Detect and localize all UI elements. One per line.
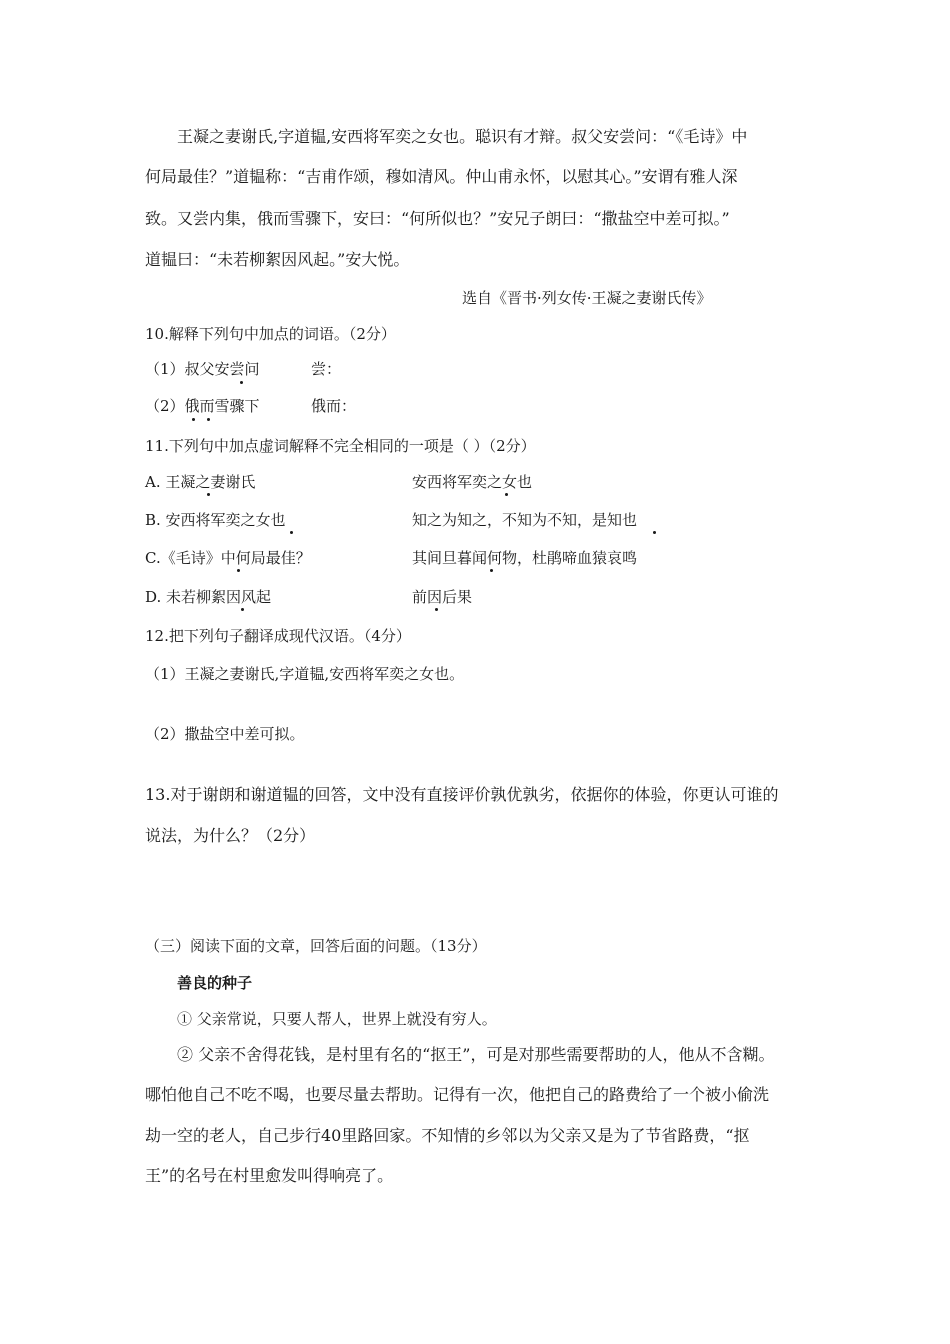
q13-line-2: 说法，为什么？（2分） <box>145 826 316 845</box>
article-title: 善良的种子 <box>177 974 253 992</box>
emphasis-dot <box>207 418 210 421</box>
q11-option-c-right: 其间旦暮闻何物，杜鹃啼血猿哀鸣 <box>412 549 638 567</box>
q11-option-a-left: A. 王凝之妻谢氏 <box>145 473 256 491</box>
q10-item-2: （2）俄而雪骤下 <box>145 397 260 415</box>
q11-option-b-left: B. 安西将军奕之女也 <box>145 511 286 529</box>
q10-item-1: （1）叔父安尝问 <box>145 360 260 378</box>
article-paragraph-2-line-4: 王”的名号在村里愈发叫得响亮了。 <box>145 1166 394 1185</box>
q11-option-a-right: 安西将军奕之女也 <box>412 473 533 491</box>
emphasis-dot <box>290 531 293 534</box>
emphasis-dot <box>192 418 195 421</box>
q10-stem: 10.解释下列句中加点的词语。（2分） <box>145 325 396 343</box>
passage-line-4: 道韫曰：“未若柳絮因风起。”安大悦。 <box>145 250 410 269</box>
emphasis-dot <box>505 493 508 496</box>
article-paragraph-1: ① 父亲常说，只要人帮人，世界上就没有穷人。 <box>177 1010 497 1028</box>
q11-option-d-right: 前因后果 <box>412 588 473 606</box>
q10-item-1-blank: 尝： <box>311 360 342 378</box>
passage-line-2: 何局最佳？”道韫称：“吉甫作颂，穆如清风。仲山甫永怀，以慰其心。”安谓有雅人深 <box>145 167 738 186</box>
passage-source: 选自《晋书·列女传·王凝之妻谢氏传》 <box>462 289 712 307</box>
emphasis-dot <box>207 493 210 496</box>
q11-stem: 11.下列句中加点虚词解释不完全相同的一项是（ ）（2分） <box>145 437 536 455</box>
passage-line-3: 致。又尝内集，俄而雪骤下，安曰：“何所似也？”安兄子朗曰：“撒盐空中差可拟。” <box>145 209 730 228</box>
emphasis-dot <box>653 531 656 534</box>
emphasis-dot <box>435 608 438 611</box>
q11-option-b-right: 知之为知之，不知为不知，是知也 <box>412 511 638 529</box>
q12-stem: 12.把下列句子翻译成现代汉语。（4分） <box>145 627 411 645</box>
q11-option-d-left: D. 未若柳絮因风起 <box>145 588 272 606</box>
article-paragraph-2-line-3: 劫一空的老人，自己步行40里路回家。不知情的乡邻以为父亲又是为了节省路费，“抠 <box>145 1126 750 1145</box>
article-paragraph-2-line-1: ② 父亲不舍得花钱，是村里有名的“抠王”，可是对那些需要帮助的人，他从不含糊。 <box>177 1045 775 1064</box>
passage-line-1: 王凝之妻谢氏,字道韫,安西将军奕之女也。聪识有才辩。叔父安尝问：“《毛诗》中 <box>177 127 748 146</box>
q12-item-2: （2）撒盐空中差可拟。 <box>145 725 305 743</box>
emphasis-dot <box>240 381 243 384</box>
q10-item-2-blank: 俄而： <box>311 397 357 415</box>
emphasis-dot <box>237 569 240 572</box>
q13-line-1: 13.对于谢朗和谢道韫的回答，文中没有直接评价孰优孰劣，依据你的体验，你更认可谁的 <box>145 785 779 804</box>
q11-option-c-left: C.《毛诗》中何局最佳？ <box>145 549 311 567</box>
article-paragraph-2-line-2: 哪怕他自己不吃不喝，也要尽量去帮助。记得有一次，他把自己的路费给了一个被小偷洗 <box>145 1085 770 1104</box>
emphasis-dot <box>241 608 244 611</box>
q12-item-1: （1）王凝之妻谢氏,字道韫,安西将军奕之女也。 <box>145 665 465 683</box>
emphasis-dot <box>490 569 493 572</box>
section3-heading: （三）阅读下面的文章，回答后面的问题。（13分） <box>145 937 487 955</box>
